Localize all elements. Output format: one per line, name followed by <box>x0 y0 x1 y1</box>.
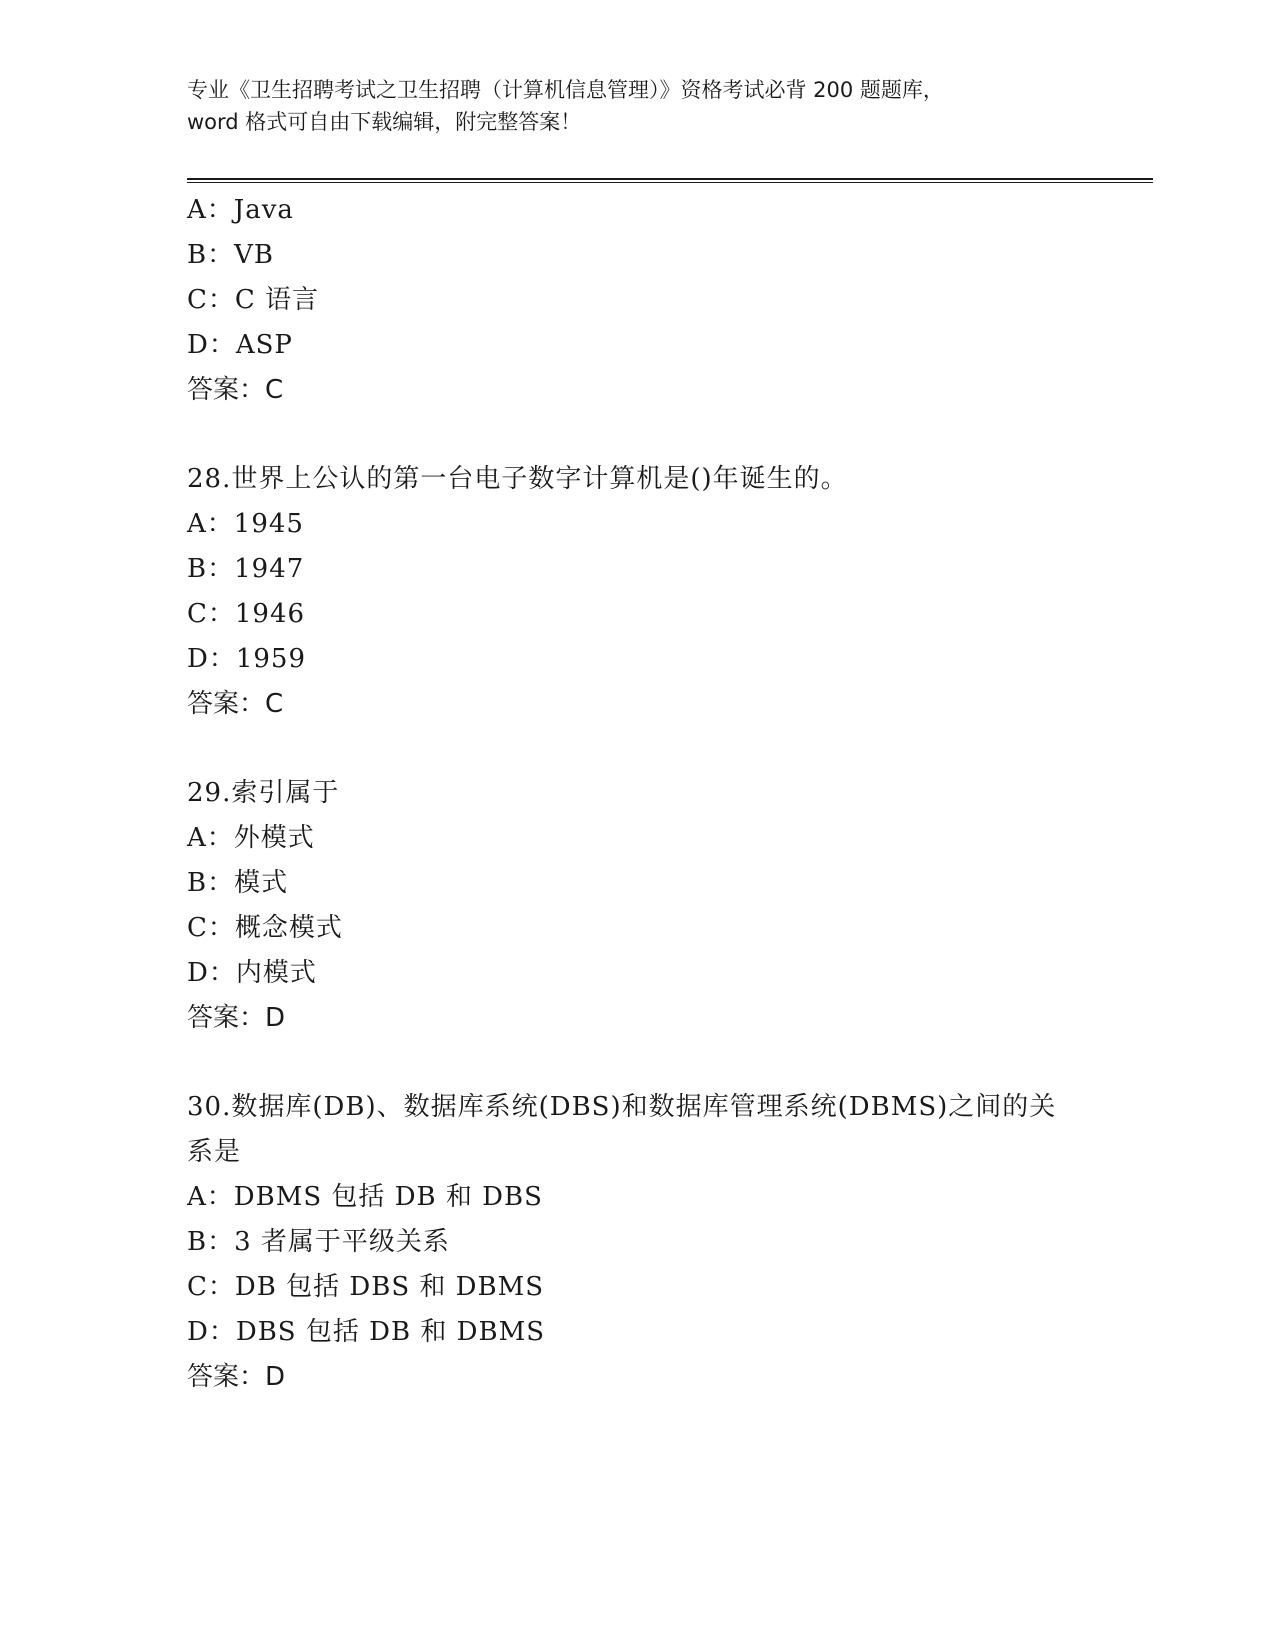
q30-option-c: C：DB 包括 DBS 和 DBMS <box>187 1272 545 1302</box>
header-line-1: 专业《卫生招聘考试之卫生招聘（计算机信息管理）》资格考试必背 200 题题库， <box>187 78 944 102</box>
q27-option-b: B：VB <box>187 240 274 270</box>
q28-option-b: B：1947 <box>187 554 305 584</box>
header-divider-thin <box>187 182 1153 183</box>
q29-option-a: A：外模式 <box>187 823 315 853</box>
q27-answer: 答案：C <box>187 375 284 405</box>
q27-option-c: C：C 语言 <box>187 285 320 315</box>
q27-option-d: D：ASP <box>187 330 293 360</box>
q29-question: 29.索引属于 <box>187 778 340 808</box>
header-divider-thick <box>187 178 1153 180</box>
document-header <box>187 74 1087 138</box>
q30-option-d: D：DBS 包括 DB 和 DBMS <box>187 1317 546 1347</box>
q28-option-d: D：1959 <box>187 644 307 674</box>
q28-question: 28.世界上公认的第一台电子数字计算机是()年诞生的。 <box>187 464 848 494</box>
header-line-2: word 格式可自由下载编辑，附完整答案！ <box>187 110 582 134</box>
q30-question-line-2: 系是 <box>187 1137 242 1167</box>
q30-question-line-1: 30.数据库(DB)、数据库系统(DBS)和数据库管理系统(DBMS)之间的关 <box>187 1092 1057 1122</box>
q28-option-a: A：1945 <box>187 509 304 539</box>
q29-answer: 答案：D <box>187 1003 286 1033</box>
q29-option-b: B：模式 <box>187 868 289 898</box>
q30-option-a: A：DBMS 包括 DB 和 DBS <box>187 1182 543 1212</box>
q30-option-b: B：3 者属于平级关系 <box>187 1227 450 1257</box>
q29-option-d: D：内模式 <box>187 958 317 988</box>
q29-option-c: C：概念模式 <box>187 913 343 943</box>
q28-answer: 答案：C <box>187 689 284 719</box>
q27-option-a: A：Java <box>187 195 294 225</box>
q30-answer: 答案：D <box>187 1362 286 1392</box>
q28-option-c: C：1946 <box>187 599 306 629</box>
